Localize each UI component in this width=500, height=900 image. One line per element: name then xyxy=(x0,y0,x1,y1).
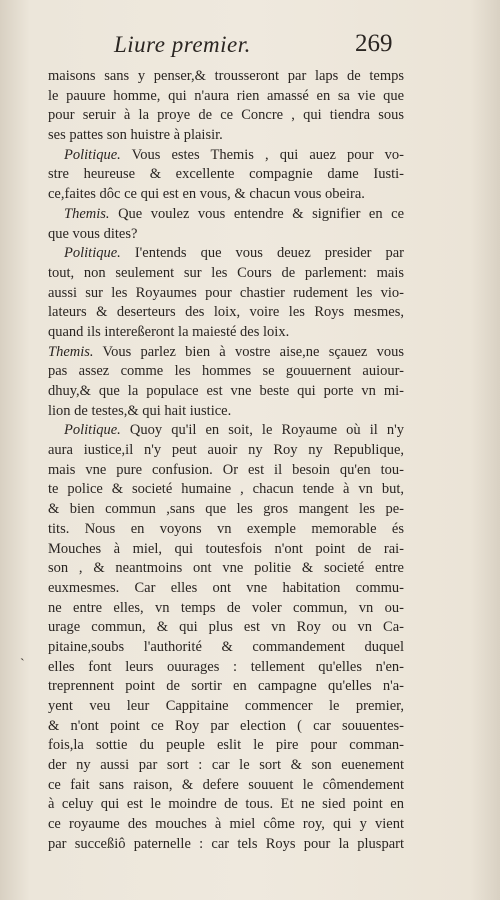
line-text: der ny aussi par sort : car le sort & son euenement xyxy=(48,757,404,774)
line-text: ne entre elles, vn temps de voler commun, vn ou- xyxy=(48,599,404,616)
text-line xyxy=(48,106,404,126)
line-text: euxmesmes. Car elles ont vne habitation commu- xyxy=(48,579,404,596)
text-line xyxy=(48,717,404,737)
line-text: Quoy qu'il en soit, le Royaume où il n'y xyxy=(129,422,404,439)
line-text: que vous dites? xyxy=(48,225,138,242)
line-text: le pauure homme, qui n'aura rien amassé en sa vie que xyxy=(48,87,404,104)
text-line xyxy=(48,579,404,599)
margin-mark: ` xyxy=(20,657,25,672)
text-line xyxy=(48,323,404,343)
line-text: dhuy,& que la populace est vne beste qui porte vn mi- xyxy=(48,383,404,399)
line-text: ce royaume des mouches à miel côme roy, qui y vient xyxy=(48,816,404,833)
text-line xyxy=(48,146,404,166)
line-text: stre heureuse & excellente compagnie dame Iusti- xyxy=(48,166,404,183)
text-line xyxy=(48,559,404,579)
line-text: Que voulez vous entendre & signifier en ce xyxy=(118,205,404,222)
text-line xyxy=(48,343,404,363)
text-line xyxy=(48,500,404,520)
line-text: I'entends que vous deuez presider par xyxy=(134,245,405,262)
text-line xyxy=(48,126,404,146)
text-line xyxy=(48,185,404,205)
line-text: ce,faites dôc ce qui est en vous, & chacun vous obeira. xyxy=(48,186,365,203)
text-line xyxy=(48,362,404,382)
line-text: son , & neantmoins ont vne politie & societé entre xyxy=(48,560,404,577)
text-line xyxy=(48,264,404,284)
text-line xyxy=(48,815,404,835)
text-line xyxy=(48,284,404,304)
line-text: aura iustice,il n'y peut auoir ny Roy ny Republique, xyxy=(48,442,404,459)
text-line xyxy=(48,205,404,225)
page-header xyxy=(96,30,396,64)
line-text: ses pattes son huistre à plaisir. xyxy=(48,127,223,144)
speaker-name: Politique. xyxy=(64,146,121,163)
line-text: urage commun, & qui plus est vn Roy ou vn Ca- xyxy=(48,619,404,636)
text-line xyxy=(48,835,404,855)
text-line xyxy=(48,303,404,323)
text-line xyxy=(48,638,404,658)
line-text: maisons sans y penser,& trousseront par laps de temps xyxy=(48,68,404,84)
line-text: & bien commun ,sans que les gros mangent les pe- xyxy=(48,501,404,518)
line-text: yent veu leur Cappitaine commencer le premier, xyxy=(48,698,404,714)
text-line xyxy=(48,461,404,481)
speaker-name: Politique. xyxy=(64,245,121,262)
line-text: par succeßiô paternelle : car tels Roys pour la pluspart xyxy=(48,835,404,852)
line-text: Vous estes Themis , qui auez pour vo- xyxy=(131,146,404,163)
line-text: mais vne pure confusion. Or est il besoin qu'en tou- xyxy=(48,461,404,478)
text-line xyxy=(48,244,404,264)
text-line xyxy=(48,795,404,815)
text-line xyxy=(48,658,404,678)
text-line xyxy=(48,480,404,500)
body-text xyxy=(48,67,404,855)
text-line xyxy=(48,402,404,422)
line-text: pour seruir à la proye de ce Concre , qui tiendra sous xyxy=(48,107,404,124)
line-text: ce fait sans raison, & defere souuent le cômendement xyxy=(48,776,404,793)
line-text: à celuy qui est le moindre de tous. Et ne sied point en xyxy=(48,796,404,813)
line-text: fois,la sottie du peuple eslit le pire pour comman- xyxy=(48,737,404,754)
line-text: Vous parlez bien à vostre aise,ne sçauez vous xyxy=(102,343,404,360)
text-line xyxy=(48,677,404,697)
text-line xyxy=(48,756,404,776)
text-line xyxy=(48,776,404,796)
text-line xyxy=(48,736,404,756)
text-line xyxy=(48,165,404,185)
text-line xyxy=(48,225,404,245)
line-text: aussi sur les Royaumes pour chastier rudement les vio- xyxy=(48,284,404,301)
line-text: & n'ont point ce Roy par election ( car souuentes- xyxy=(48,717,404,734)
text-line xyxy=(48,618,404,638)
line-text: te police & societé humaine , chacun tende à vn but, xyxy=(48,481,404,498)
line-text: lion de testes,& qui hait iustice. xyxy=(48,402,232,419)
text-line xyxy=(48,540,404,560)
text-line xyxy=(48,599,404,619)
speaker-name: Politique. xyxy=(64,422,121,439)
page-number: 269 xyxy=(355,30,393,57)
line-text: quand ils intereßeront la maiesté des loix. xyxy=(48,323,290,340)
line-text: lateurs & deserteurs des loix, voire les Roys mesmes, xyxy=(48,304,404,321)
line-text: Mouches à miel, qui toutesfois n'ont point de rai- xyxy=(48,540,404,557)
text-line xyxy=(48,382,404,402)
line-text: treprennent point de sortir en campagne qu'elles n'a- xyxy=(48,678,404,695)
text-line xyxy=(48,87,404,107)
line-text: elles font leurs ouurages : tellement qu'elles n'en- xyxy=(48,658,404,675)
text-line xyxy=(48,67,404,87)
line-text: pas assez comme les hommes se gouuernent auiour- xyxy=(48,363,404,380)
text-line xyxy=(48,520,404,540)
running-head: Liure premier. xyxy=(114,32,251,57)
text-line xyxy=(48,421,404,441)
text-line xyxy=(48,697,404,717)
text-line xyxy=(48,441,404,461)
line-text: tout, non seulement sur les Cours de parlement: mais xyxy=(48,264,404,281)
line-text: pitaine,soubs l'authorité & commandement duquel xyxy=(48,638,404,655)
speaker-name: Themis. xyxy=(48,343,94,360)
line-text: tits. Nous en voyons vn exemple memorable és xyxy=(48,520,404,537)
speaker-name: Themis. xyxy=(64,205,110,222)
